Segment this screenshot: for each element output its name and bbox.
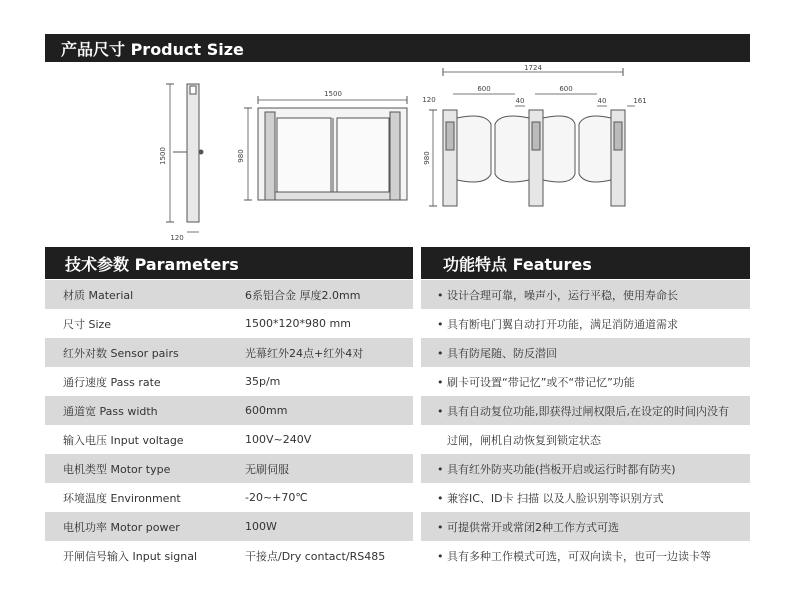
- lane-top-height-label: 120: [422, 96, 436, 104]
- list-item: [421, 512, 750, 541]
- list-item: [421, 367, 750, 396]
- parameters-title: 技术参数 Parameters: [65, 254, 239, 274]
- param-name: 环境温度 Environment: [63, 491, 181, 505]
- param-name: 电机类型 Motor type: [63, 462, 171, 476]
- feature-text: 兼容IC、ID卡 扫描 以及人脸识别等识别方式: [447, 491, 664, 505]
- param-name: 电机功率 Motor power: [63, 520, 180, 534]
- table-row: [45, 338, 413, 367]
- list-item: [421, 454, 750, 483]
- feature-text: 具有防尾随、防反潜回: [447, 346, 557, 360]
- table-row: [45, 541, 413, 570]
- table-row: [45, 512, 413, 541]
- bullet: •: [437, 375, 444, 389]
- param-value: 100W: [245, 520, 277, 533]
- bullet: •: [437, 317, 444, 331]
- table-row: [45, 454, 413, 483]
- param-name: 通行速度 Pass rate: [63, 375, 161, 389]
- list-item: [421, 541, 750, 570]
- product-size-header: [45, 34, 750, 62]
- features-list: [421, 280, 750, 570]
- table-row: [45, 280, 413, 309]
- table-row: [45, 425, 413, 454]
- bullet: •: [437, 462, 444, 476]
- param-name: 输入电压 Input voltage: [63, 433, 184, 447]
- feature-text: 设计合理可靠，噪声小，运行平稳，使用寿命长: [447, 288, 678, 302]
- bullet: •: [437, 404, 444, 418]
- lane-total-width-label: 1724: [524, 64, 542, 72]
- list-item: [421, 396, 750, 425]
- feature-text: 可提供常开或常闭2种工作方式可选: [447, 520, 619, 534]
- param-value: 干接点/Dry contact/RS485: [245, 549, 386, 563]
- param-value: 1500*120*980 mm: [245, 317, 351, 330]
- param-name: 尺寸 Size: [63, 317, 112, 331]
- param-name: 红外对数 Sensor pairs: [63, 346, 179, 360]
- front-height-label: 980: [237, 149, 245, 163]
- list-item: [421, 425, 750, 454]
- table-row: [45, 309, 413, 338]
- feature-text: 具有断电门翼自动打开功能，满足消防通道需求: [447, 317, 678, 331]
- param-value: 6系铝合金 厚度2.0mm: [245, 288, 361, 302]
- bullet: •: [437, 288, 444, 302]
- param-name: 材质 Material: [63, 288, 134, 302]
- front-view-drawing: [244, 96, 407, 200]
- feature-text: 具有自动复位功能,即获得过闸权限后,在设定的时间内没有: [447, 404, 729, 418]
- lane-gap-label-a: 40: [515, 97, 525, 105]
- features-header: [421, 247, 750, 279]
- list-item: [421, 280, 750, 309]
- list-item: [421, 309, 750, 338]
- table-row: [45, 483, 413, 512]
- feature-text: 具有红外防夹功能(挡板开启或运行时都有防夹): [447, 462, 676, 476]
- param-value: 600mm: [245, 404, 288, 417]
- param-value: -20~+70℃: [245, 491, 308, 504]
- param-value: 无刷伺服: [245, 462, 289, 476]
- front-width-label: 1500: [324, 90, 342, 98]
- side-view-drawing: [166, 84, 203, 232]
- param-value: 100V~240V: [245, 433, 312, 446]
- feature-text: 刷卡可设置“带记忆”或不“带记忆”功能: [447, 375, 635, 389]
- param-name: 开闸信号输入 Input signal: [63, 549, 198, 563]
- lane-view-drawing: [429, 68, 635, 206]
- parameters-header: [45, 247, 413, 279]
- side-width-label: 120: [170, 234, 184, 242]
- bullet: •: [437, 491, 444, 505]
- feature-text: 过闸，闸机自动恢复到锁定状态: [447, 433, 601, 447]
- param-name: 通道宽 Pass width: [63, 404, 158, 418]
- lane-width-label-b: 600: [559, 85, 573, 93]
- bullet: •: [437, 520, 444, 534]
- list-item: [421, 338, 750, 367]
- bullet: •: [437, 549, 444, 563]
- param-value: 光幕红外24点+红外4对: [245, 346, 364, 360]
- feature-text: 具有多种工作模式可选，可双向读卡，也可一边读卡等: [447, 549, 711, 563]
- lane-width-label-a: 600: [477, 85, 491, 93]
- features-title: 功能特点 Features: [443, 254, 592, 274]
- parameters-table: [45, 280, 413, 570]
- table-row: [45, 396, 413, 425]
- list-item: [421, 483, 750, 512]
- param-value: 35p/m: [245, 375, 281, 388]
- product-drawings: [45, 62, 750, 244]
- lane-side-label: 161: [633, 97, 647, 105]
- lane-gap-label-b: 40: [597, 97, 607, 105]
- product-size-title: 产品尺寸 Product Size: [61, 39, 244, 59]
- lane-height-label: 980: [423, 151, 431, 165]
- table-row: [45, 367, 413, 396]
- side-height-label: 1500: [159, 147, 167, 165]
- bullet: •: [437, 346, 444, 360]
